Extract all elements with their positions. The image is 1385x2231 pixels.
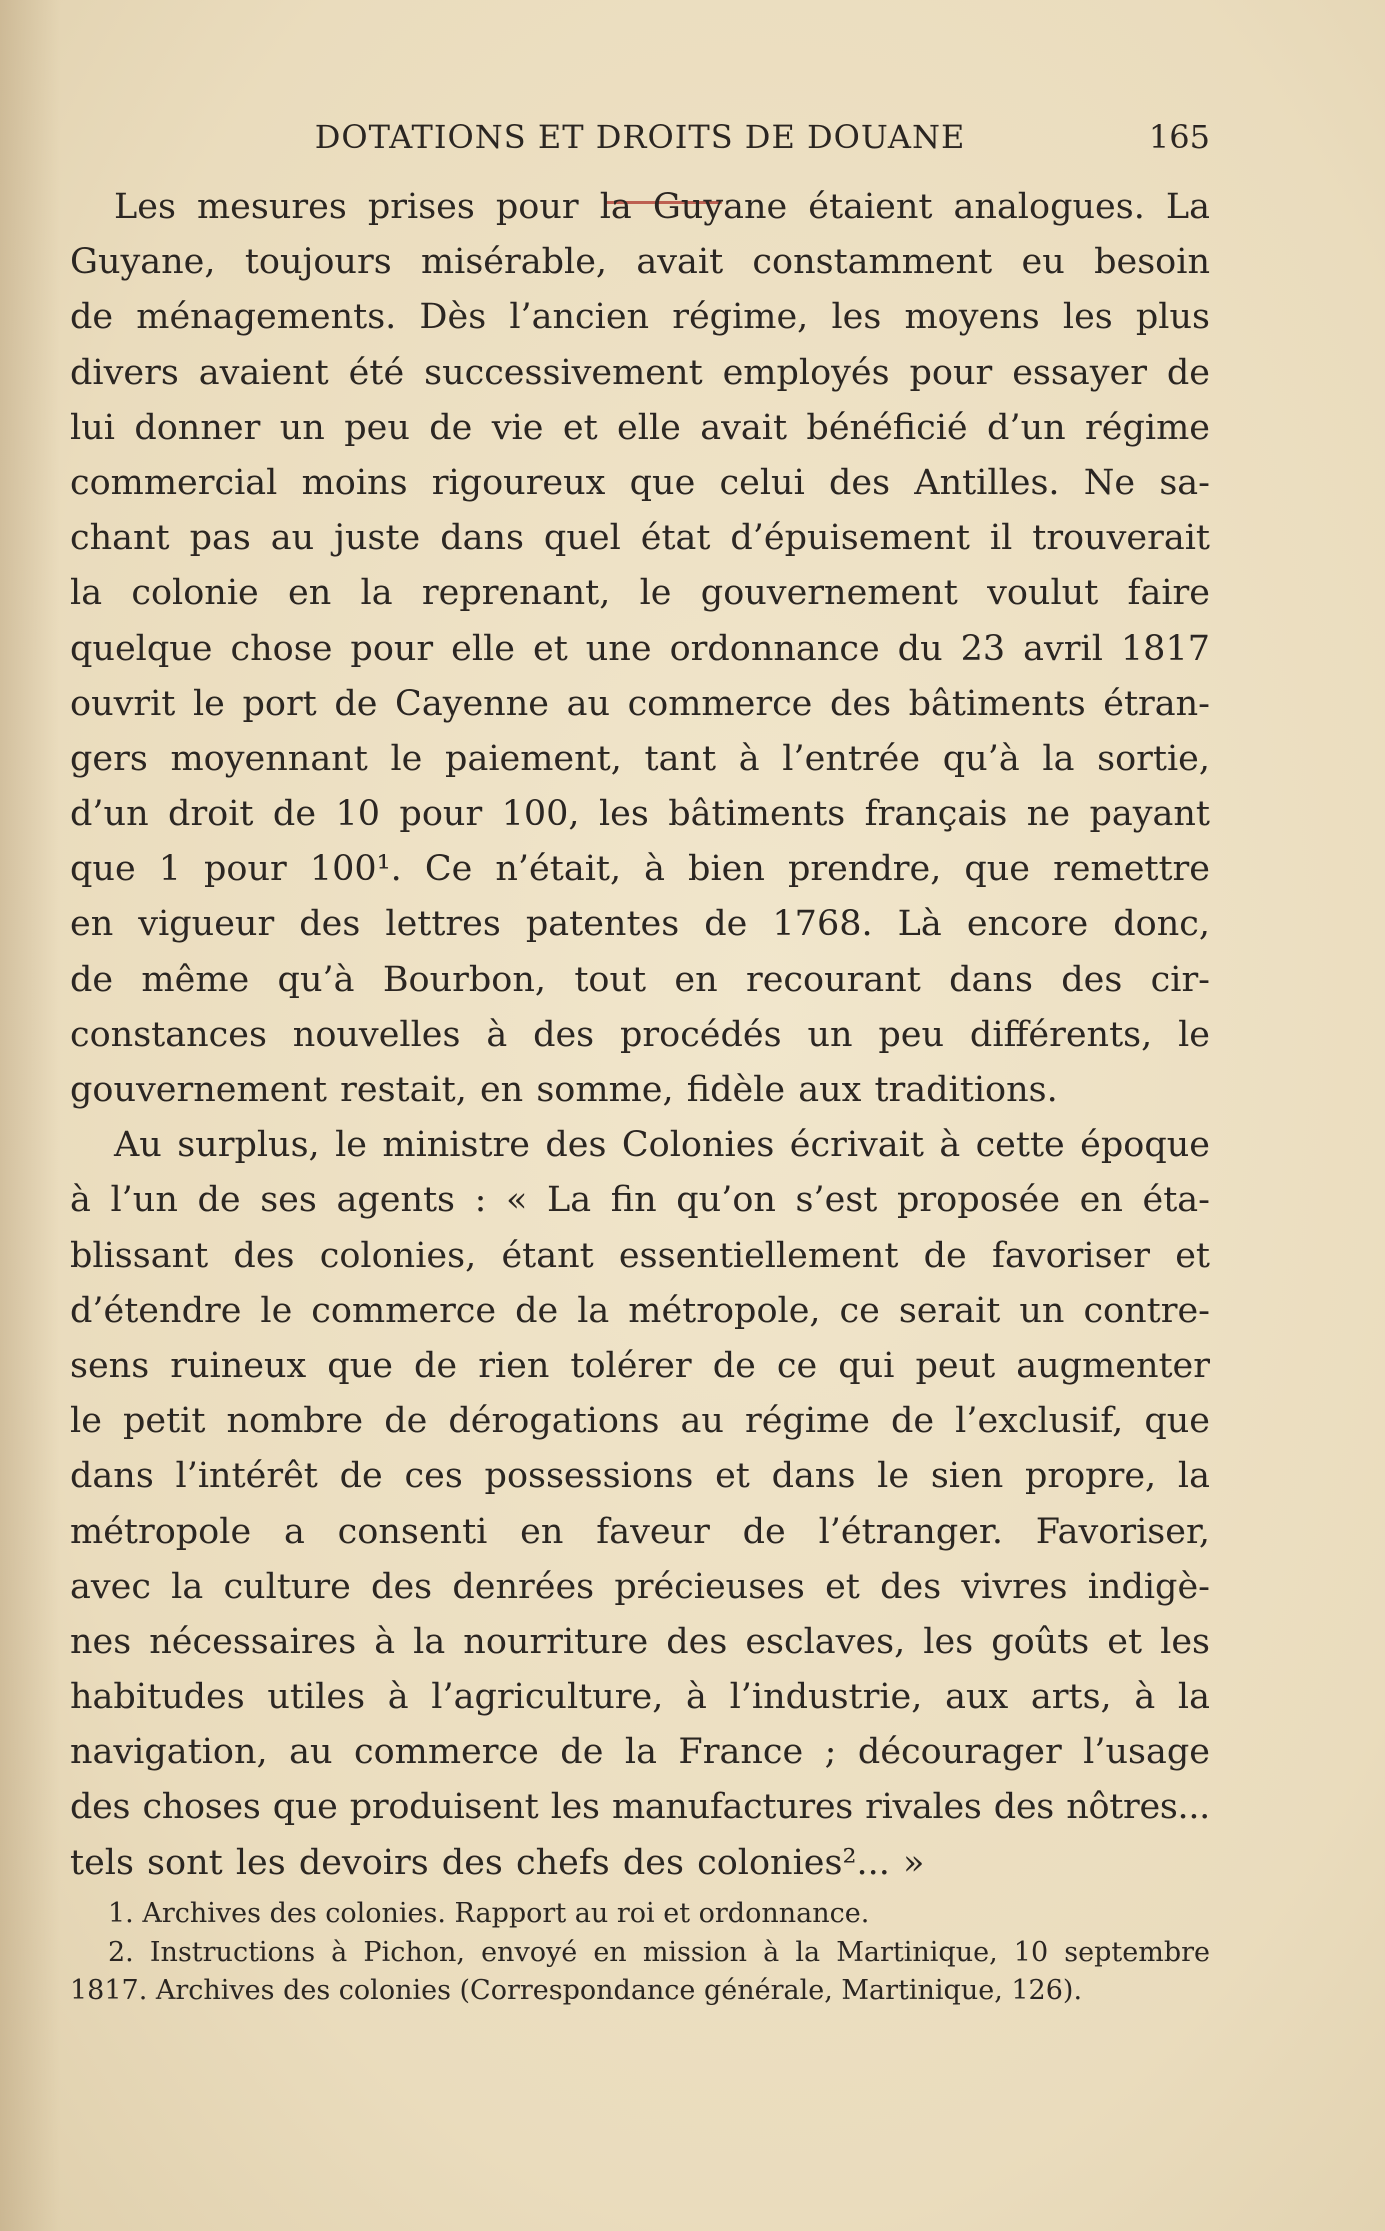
text-line: navigation, au commerce de la France ; décourager l’usage: [70, 1732, 1210, 1773]
text-line: Guyane, toujours misérable, avait constamment eu besoin: [70, 242, 1210, 283]
text-line: Les mesures prises pour la Guyane étaient analogues. La: [114, 187, 1210, 227]
text-line: ouvrit le port de Cayenne au commerce des bâtiments étran-: [70, 683, 1210, 724]
text-line: avec la culture des denrées précieuses et des vivres indigè-: [70, 1566, 1210, 1607]
footnote-2-continuation: 1817. Archives des colonies (Correspondance générale, Martinique, 126).: [70, 1975, 1083, 2006]
text-line: divers avaient été successivement employés pour essayer de: [70, 352, 1210, 393]
body-text: [70, 180, 1210, 1891]
text-line: gouvernement restait, en somme, fidèle aux traditions.: [70, 1070, 1058, 1110]
text-line: de ménagements. Dès l’ancien régime, les moyens les plus: [70, 297, 1210, 338]
text-line: le petit nombre de dérogations au régime de l’exclusif, que: [70, 1401, 1210, 1442]
text-line: d’un droit de 10 pour 100, les bâtiments français ne payant: [70, 794, 1210, 835]
text-line: sens ruineux que de rien tolérer de ce qui peut augmenter: [70, 1345, 1210, 1386]
text-line: en vigueur des lettres patentes de 1768. Là encore donc,: [70, 904, 1210, 945]
page-header: [70, 112, 1210, 162]
footnote-2: 2. Instructions à Pichon, envoyé en mission à la Martinique, 10 septembre: [108, 1936, 1210, 1968]
text-line: métropole a consenti en faveur de l’étranger. Favoriser,: [70, 1511, 1210, 1552]
text-line: dans l’intérêt de ces possessions et dans le sien propre, la: [70, 1456, 1210, 1497]
running-title: DOTATIONS ET DROITS DE DOUANE: [314, 118, 966, 156]
text-line: que 1 pour 100¹. Ce n’était, à bien prendre, que remettre: [70, 849, 1210, 890]
text-line: constances nouvelles à des procédés un peu différents, le: [70, 1014, 1210, 1055]
text-line: habitudes utiles à l’agriculture, à l’industrie, aux arts, à la: [70, 1677, 1210, 1718]
footnotes: [70, 1895, 1210, 2011]
text-line: d’étendre le commerce de la métropole, ce serait un contre-: [70, 1290, 1210, 1331]
text-line: des choses que produisent les manufactures rivales des nôtres...: [70, 1787, 1210, 1828]
text-line: quelque chose pour elle et une ordonnance du 23 avril 1817: [70, 628, 1210, 669]
text-line: commercial moins rigoureux que celui des Antilles. Ne sa-: [70, 462, 1210, 503]
text-line: gers moyennant le paiement, tant à l’entrée qu’à la sortie,: [70, 738, 1210, 779]
paragraph-ministre-quote: [70, 1118, 1210, 1891]
text-line: Au surplus, le ministre des Colonies écrivait à cette époque: [114, 1125, 1210, 1166]
paragraph-guyane: [70, 180, 1210, 1118]
text-line: tels sont les devoirs des chefs des colonies²... »: [70, 1842, 925, 1883]
text-line: de même qu’à Bourbon, tout en recourant dans des cir-: [70, 959, 1210, 1000]
text-line: chant pas au juste dans quel état d’épuisement il trouverait: [70, 518, 1210, 559]
text-line: blissant des colonies, étant essentiellement de favoriser et: [70, 1235, 1210, 1276]
text-line: la colonie en la reprenant, le gouvernement voulut faire: [70, 573, 1210, 614]
page-number: 165: [1148, 118, 1210, 156]
text-line: lui donner un peu de vie et elle avait bénéficié d’un régime: [70, 407, 1210, 448]
footnote-1: 1. Archives des colonies. Rapport au roi et ordonnance.: [108, 1898, 870, 1929]
text-line: à l’un de ses agents : « La fin qu’on s’est proposée en éta-: [70, 1180, 1210, 1221]
text-line: nes nécessaires à la nourriture des esclaves, les goûts et les: [70, 1621, 1210, 1662]
